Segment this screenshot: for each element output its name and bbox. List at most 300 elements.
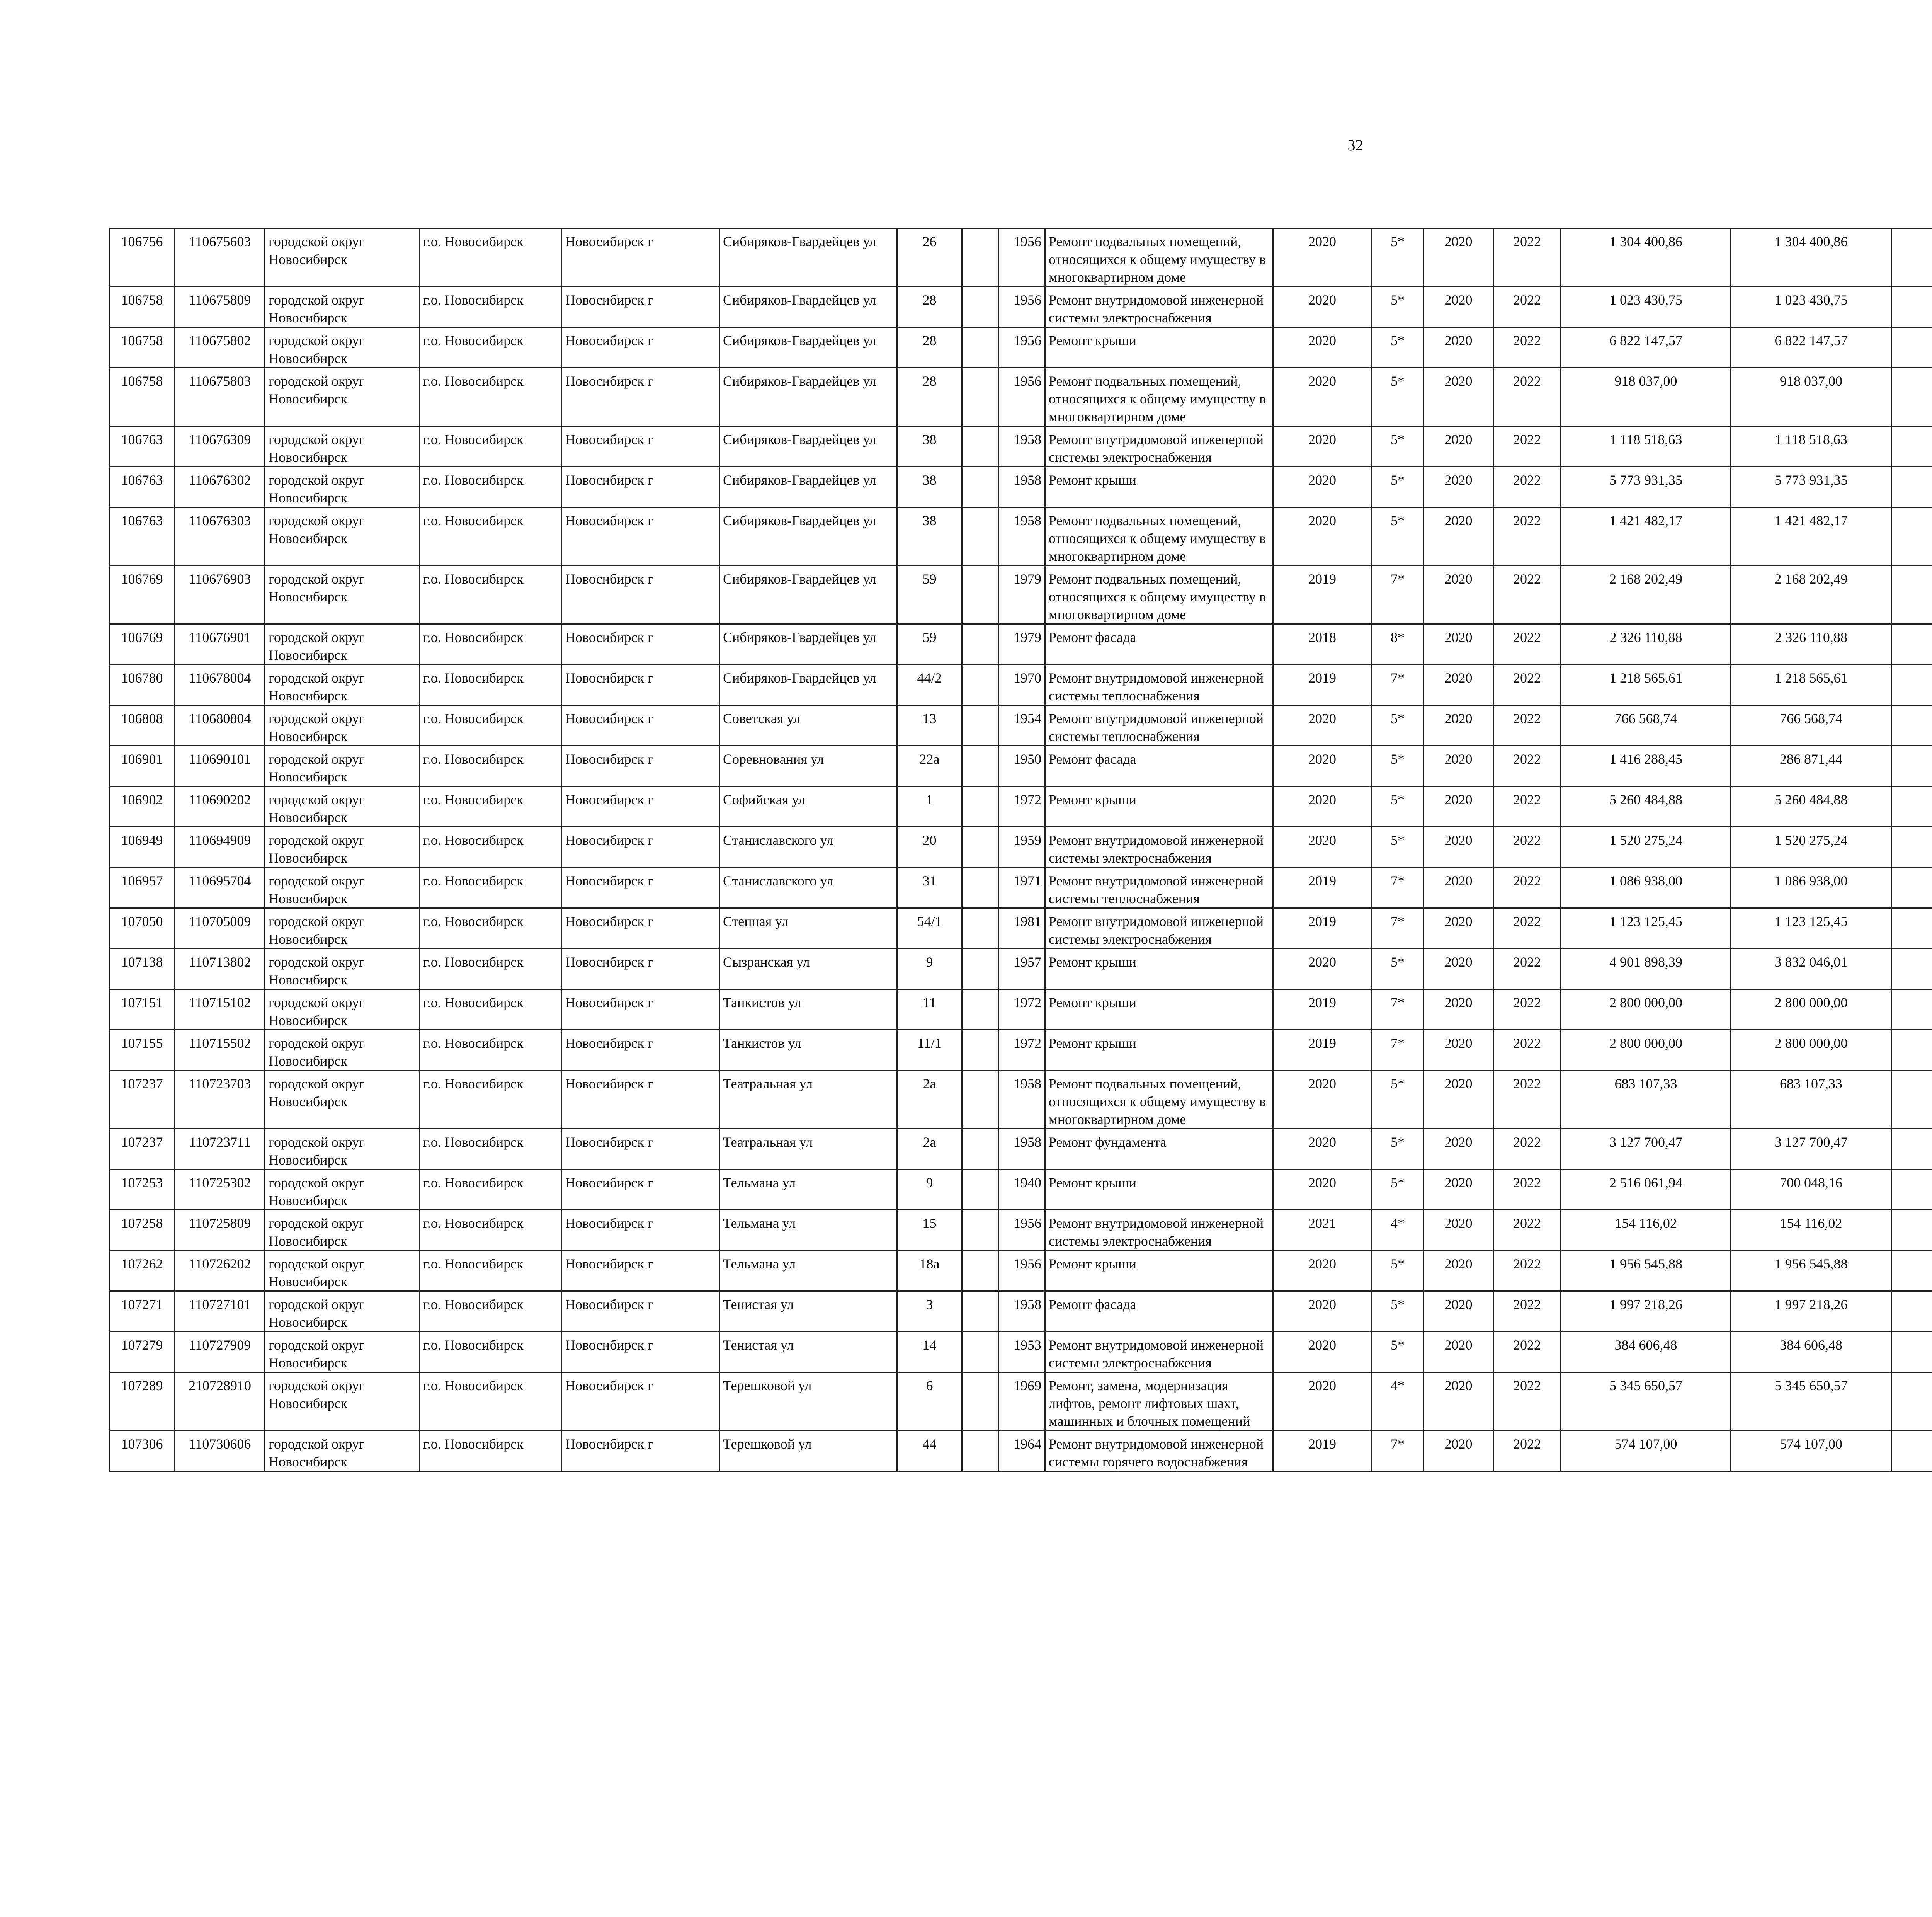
cell-build-year: 1958	[999, 467, 1045, 507]
cell-fund-amount: 1 218 565,61	[1731, 665, 1891, 705]
cell-street: Сибиряков-Гвардейцев ул	[719, 507, 897, 566]
cell-build-year: 1971	[999, 868, 1045, 908]
cell-okrug: городской округ Новосибирск	[265, 1030, 420, 1071]
cell-house-number: 1	[897, 787, 962, 827]
cell-record-id: 107306	[109, 1431, 175, 1471]
cell-street: Сибиряков-Гвардейцев ул	[719, 467, 897, 507]
cell-okrug: городской округ Новосибирск	[265, 566, 420, 624]
cell-plan-year: 2019	[1273, 1030, 1372, 1071]
cell-city-district: г.о. Новосибирск	[420, 1251, 562, 1291]
cell-house-number: 28	[897, 287, 962, 327]
cell-record-id: 106902	[109, 787, 175, 827]
cell-end-year: 2022	[1493, 1210, 1561, 1251]
cell-house-number: 38	[897, 467, 962, 507]
cell-city: Новосибирск г	[562, 665, 719, 705]
cell-record-id: 106758	[109, 287, 175, 327]
cell-record-id: 106901	[109, 746, 175, 787]
cell-city-district: г.о. Новосибирск	[420, 868, 562, 908]
cell-plan-year: 2021	[1273, 1210, 1372, 1251]
cell-building	[962, 908, 999, 949]
cell-okrug: городской округ Новосибирск	[265, 287, 420, 327]
cell-object-code: 110730606	[175, 1431, 265, 1471]
cell-mark: 5*	[1372, 746, 1424, 787]
cell-plan-year: 2020	[1273, 746, 1372, 787]
cell-street: Сибиряков-Гвардейцев ул	[719, 228, 897, 287]
cell-amount-a	[1891, 746, 1932, 787]
cell-build-year: 1940	[999, 1170, 1045, 1210]
cell-start-year: 2020	[1424, 1129, 1493, 1170]
cell-city-district: г.о. Новосибирск	[420, 908, 562, 949]
cell-amount-a	[1891, 228, 1932, 287]
cell-total-cost: 1 416 288,45	[1561, 746, 1731, 787]
cell-work-type: Ремонт крыши	[1045, 467, 1273, 507]
cell-record-id: 106763	[109, 426, 175, 467]
cell-amount-a	[1891, 868, 1932, 908]
cell-mark: 7*	[1372, 989, 1424, 1030]
table-row	[109, 228, 1932, 287]
cell-okrug: городской округ Новосибирск	[265, 1332, 420, 1372]
cell-work-type: Ремонт внутридомовой инженерной системы электроснабжения	[1045, 827, 1273, 868]
cell-city: Новосибирск г	[562, 287, 719, 327]
cell-plan-year: 2019	[1273, 908, 1372, 949]
cell-okrug: городской округ Новосибирск	[265, 949, 420, 989]
cell-amount-a	[1891, 1332, 1932, 1372]
cell-work-type: Ремонт подвальных помещений, относящихся к общему имуществу в многоквартирном доме	[1045, 228, 1273, 287]
cell-okrug: городской округ Новосибирск	[265, 1251, 420, 1291]
cell-record-id: 107237	[109, 1129, 175, 1170]
cell-mark: 5*	[1372, 1071, 1424, 1129]
cell-mark: 7*	[1372, 665, 1424, 705]
cell-fund-amount: 574 107,00	[1731, 1431, 1891, 1471]
cell-build-year: 1981	[999, 908, 1045, 949]
cell-house-number: 54/1	[897, 908, 962, 949]
cell-street: Тельмана ул	[719, 1170, 897, 1210]
cell-work-type: Ремонт, замена, модернизация лифтов, ремонт лифтовых шахт, машинных и блочных помещений	[1045, 1372, 1273, 1431]
cell-street: Сибиряков-Гвардейцев ул	[719, 368, 897, 426]
table-row	[109, 1372, 1932, 1431]
cell-street: Соревнования ул	[719, 746, 897, 787]
cell-object-code: 110715102	[175, 989, 265, 1030]
cell-street: Сибиряков-Гвардейцев ул	[719, 287, 897, 327]
cell-fund-amount: 5 260 484,88	[1731, 787, 1891, 827]
cell-start-year: 2020	[1424, 746, 1493, 787]
cell-fund-amount: 1 304 400,86	[1731, 228, 1891, 287]
cell-street: Степная ул	[719, 908, 897, 949]
cell-building	[962, 949, 999, 989]
registry-table	[109, 228, 1932, 1472]
cell-plan-year: 2020	[1273, 467, 1372, 507]
cell-street: Театральная ул	[719, 1071, 897, 1129]
cell-work-type: Ремонт фасада	[1045, 624, 1273, 665]
cell-plan-year: 2018	[1273, 624, 1372, 665]
table-row	[109, 624, 1932, 665]
cell-okrug: городской округ Новосибирск	[265, 624, 420, 665]
cell-building	[962, 1251, 999, 1291]
cell-fund-amount: 384 606,48	[1731, 1332, 1891, 1372]
cell-street: Танкистов ул	[719, 989, 897, 1030]
cell-start-year: 2020	[1424, 1291, 1493, 1332]
cell-work-type: Ремонт крыши	[1045, 989, 1273, 1030]
cell-amount-a	[1891, 287, 1932, 327]
cell-plan-year: 2020	[1273, 827, 1372, 868]
cell-build-year: 1970	[999, 665, 1045, 705]
cell-start-year: 2020	[1424, 705, 1493, 746]
cell-total-cost: 766 568,74	[1561, 705, 1731, 746]
cell-object-code: 110675809	[175, 287, 265, 327]
cell-okrug: городской округ Новосибирск	[265, 827, 420, 868]
cell-record-id: 106756	[109, 228, 175, 287]
cell-plan-year: 2020	[1273, 1332, 1372, 1372]
cell-work-type: Ремонт крыши	[1045, 787, 1273, 827]
cell-amount-a	[1891, 368, 1932, 426]
cell-total-cost: 5 773 931,35	[1561, 467, 1731, 507]
cell-mark: 7*	[1372, 868, 1424, 908]
cell-city: Новосибирск г	[562, 624, 719, 665]
cell-fund-amount: 1 086 938,00	[1731, 868, 1891, 908]
cell-building	[962, 1071, 999, 1129]
cell-object-code: 110676309	[175, 426, 265, 467]
cell-mark: 7*	[1372, 566, 1424, 624]
cell-record-id: 107262	[109, 1251, 175, 1291]
cell-plan-year: 2020	[1273, 228, 1372, 287]
cell-okrug: городской округ Новосибирск	[265, 1071, 420, 1129]
cell-okrug: городской округ Новосибирск	[265, 327, 420, 368]
cell-object-code: 110676302	[175, 467, 265, 507]
cell-house-number: 31	[897, 868, 962, 908]
cell-total-cost: 1 304 400,86	[1561, 228, 1731, 287]
cell-street: Сызранская ул	[719, 949, 897, 989]
cell-start-year: 2020	[1424, 624, 1493, 665]
cell-amount-a	[1891, 989, 1932, 1030]
cell-city-district: г.о. Новосибирск	[420, 949, 562, 989]
cell-total-cost: 1 218 565,61	[1561, 665, 1731, 705]
cell-start-year: 2020	[1424, 426, 1493, 467]
cell-object-code: 110713802	[175, 949, 265, 989]
cell-okrug: городской округ Новосибирск	[265, 665, 420, 705]
cell-record-id: 107151	[109, 989, 175, 1030]
cell-work-type: Ремонт фасада	[1045, 746, 1273, 787]
cell-house-number: 14	[897, 1332, 962, 1372]
cell-record-id: 107050	[109, 908, 175, 949]
cell-start-year: 2020	[1424, 665, 1493, 705]
cell-build-year: 1972	[999, 787, 1045, 827]
cell-building	[962, 1129, 999, 1170]
cell-amount-a	[1891, 705, 1932, 746]
table-row	[109, 1251, 1932, 1291]
cell-mark: 5*	[1372, 228, 1424, 287]
cell-total-cost: 5 260 484,88	[1561, 787, 1731, 827]
cell-plan-year: 2020	[1273, 1251, 1372, 1291]
cell-city-district: г.о. Новосибирск	[420, 566, 562, 624]
cell-work-type: Ремонт подвальных помещений, относящихся к общему имуществу в многоквартирном доме	[1045, 566, 1273, 624]
cell-mark: 7*	[1372, 1030, 1424, 1071]
cell-city-district: г.о. Новосибирск	[420, 624, 562, 665]
cell-mark: 7*	[1372, 908, 1424, 949]
cell-plan-year: 2019	[1273, 665, 1372, 705]
cell-street: Сибиряков-Гвардейцев ул	[719, 624, 897, 665]
cell-record-id: 107258	[109, 1210, 175, 1251]
cell-city-district: г.о. Новосибирск	[420, 507, 562, 566]
cell-amount-a	[1891, 1170, 1932, 1210]
cell-record-id: 106758	[109, 327, 175, 368]
cell-record-id: 106780	[109, 665, 175, 705]
cell-city: Новосибирск г	[562, 228, 719, 287]
cell-building	[962, 746, 999, 787]
cell-building	[962, 507, 999, 566]
cell-okrug: городской округ Новосибирск	[265, 868, 420, 908]
cell-mark: 5*	[1372, 1332, 1424, 1372]
table-row	[109, 827, 1932, 868]
table-row	[109, 1431, 1932, 1471]
cell-total-cost: 5 345 650,57	[1561, 1372, 1731, 1431]
cell-building	[962, 665, 999, 705]
cell-end-year: 2022	[1493, 868, 1561, 908]
cell-city-district: г.о. Новосибирск	[420, 1372, 562, 1431]
cell-record-id: 106769	[109, 566, 175, 624]
cell-city: Новосибирск г	[562, 827, 719, 868]
cell-work-type: Ремонт внутридомовой инженерной системы электроснабжения	[1045, 1210, 1273, 1251]
cell-amount-a	[1891, 787, 1932, 827]
cell-city: Новосибирск г	[562, 1170, 719, 1210]
cell-plan-year: 2020	[1273, 1291, 1372, 1332]
cell-okrug: городской округ Новосибирск	[265, 908, 420, 949]
cell-city-district: г.о. Новосибирск	[420, 426, 562, 467]
cell-build-year: 1958	[999, 1291, 1045, 1332]
cell-city-district: г.о. Новосибирск	[420, 787, 562, 827]
table-row	[109, 665, 1932, 705]
cell-city: Новосибирск г	[562, 868, 719, 908]
cell-mark: 5*	[1372, 327, 1424, 368]
page-number: 32	[1347, 136, 1363, 154]
cell-mark: 5*	[1372, 368, 1424, 426]
cell-end-year: 2022	[1493, 1170, 1561, 1210]
cell-amount-a	[1891, 1291, 1932, 1332]
table-row	[109, 1170, 1932, 1210]
cell-start-year: 2020	[1424, 1332, 1493, 1372]
cell-plan-year: 2020	[1273, 705, 1372, 746]
cell-house-number: 44/2	[897, 665, 962, 705]
cell-okrug: городской округ Новосибирск	[265, 705, 420, 746]
cell-fund-amount: 1 123 125,45	[1731, 908, 1891, 949]
cell-street: Сибиряков-Гвардейцев ул	[719, 327, 897, 368]
cell-start-year: 2020	[1424, 827, 1493, 868]
cell-total-cost: 1 956 545,88	[1561, 1251, 1731, 1291]
cell-start-year: 2020	[1424, 327, 1493, 368]
cell-house-number: 11/1	[897, 1030, 962, 1071]
cell-okrug: городской округ Новосибирск	[265, 1170, 420, 1210]
cell-building	[962, 624, 999, 665]
cell-city-district: г.о. Новосибирск	[420, 1291, 562, 1332]
table-row	[109, 566, 1932, 624]
cell-city: Новосибирск г	[562, 1030, 719, 1071]
cell-object-code: 110723711	[175, 1129, 265, 1170]
cell-plan-year: 2019	[1273, 989, 1372, 1030]
cell-city: Новосибирск г	[562, 1332, 719, 1372]
cell-okrug: городской округ Новосибирск	[265, 1372, 420, 1431]
cell-start-year: 2020	[1424, 1170, 1493, 1210]
cell-work-type: Ремонт внутридомовой инженерной системы теплоснабжения	[1045, 705, 1273, 746]
cell-object-code: 110675803	[175, 368, 265, 426]
cell-city-district: г.о. Новосибирск	[420, 368, 562, 426]
cell-record-id: 106957	[109, 868, 175, 908]
cell-work-type: Ремонт подвальных помещений, относящихся к общему имуществу в многоквартирном доме	[1045, 1071, 1273, 1129]
cell-building	[962, 228, 999, 287]
cell-start-year: 2020	[1424, 787, 1493, 827]
cell-work-type: Ремонт внутридомовой инженерной системы электроснабжения	[1045, 426, 1273, 467]
table-row	[109, 507, 1932, 566]
cell-build-year: 1956	[999, 228, 1045, 287]
cell-record-id: 107237	[109, 1071, 175, 1129]
cell-start-year: 2020	[1424, 467, 1493, 507]
cell-street: Тенистая ул	[719, 1332, 897, 1372]
cell-end-year: 2022	[1493, 787, 1561, 827]
cell-city-district: г.о. Новосибирск	[420, 1071, 562, 1129]
cell-start-year: 2020	[1424, 1431, 1493, 1471]
cell-city: Новосибирск г	[562, 507, 719, 566]
cell-build-year: 1956	[999, 1210, 1045, 1251]
cell-building	[962, 1431, 999, 1471]
cell-end-year: 2022	[1493, 467, 1561, 507]
cell-fund-amount: 2 800 000,00	[1731, 989, 1891, 1030]
cell-street: Софийская ул	[719, 787, 897, 827]
cell-plan-year: 2020	[1273, 1170, 1372, 1210]
cell-fund-amount: 5 773 931,35	[1731, 467, 1891, 507]
cell-build-year: 1972	[999, 989, 1045, 1030]
cell-record-id: 106808	[109, 705, 175, 746]
cell-end-year: 2022	[1493, 827, 1561, 868]
cell-mark: 7*	[1372, 1431, 1424, 1471]
cell-object-code: 110715502	[175, 1030, 265, 1071]
cell-start-year: 2020	[1424, 1251, 1493, 1291]
cell-object-code: 110705009	[175, 908, 265, 949]
cell-house-number: 28	[897, 368, 962, 426]
cell-okrug: городской округ Новосибирск	[265, 787, 420, 827]
table-row	[109, 908, 1932, 949]
cell-street: Терешковой ул	[719, 1372, 897, 1431]
cell-plan-year: 2020	[1273, 327, 1372, 368]
cell-fund-amount: 1 956 545,88	[1731, 1251, 1891, 1291]
table-row	[109, 1030, 1932, 1071]
cell-total-cost: 1 123 125,45	[1561, 908, 1731, 949]
cell-plan-year: 2019	[1273, 566, 1372, 624]
cell-record-id: 107271	[109, 1291, 175, 1332]
cell-fund-amount: 700 048,16	[1731, 1170, 1891, 1210]
cell-end-year: 2022	[1493, 746, 1561, 787]
cell-total-cost: 6 822 147,57	[1561, 327, 1731, 368]
table-row	[109, 1291, 1932, 1332]
cell-mark: 5*	[1372, 949, 1424, 989]
cell-amount-a	[1891, 1431, 1932, 1471]
table-row	[109, 705, 1932, 746]
cell-amount-a	[1891, 507, 1932, 566]
cell-street: Сибиряков-Гвардейцев ул	[719, 566, 897, 624]
cell-start-year: 2020	[1424, 1071, 1493, 1129]
cell-build-year: 1958	[999, 1129, 1045, 1170]
cell-build-year: 1954	[999, 705, 1045, 746]
cell-object-code: 110676303	[175, 507, 265, 566]
cell-total-cost: 4 901 898,39	[1561, 949, 1731, 989]
cell-mark: 5*	[1372, 426, 1424, 467]
table-row	[109, 287, 1932, 327]
cell-end-year: 2022	[1493, 1251, 1561, 1291]
cell-building	[962, 426, 999, 467]
cell-city: Новосибирск г	[562, 989, 719, 1030]
cell-start-year: 2020	[1424, 1030, 1493, 1071]
cell-city-district: г.о. Новосибирск	[420, 1332, 562, 1372]
cell-total-cost: 574 107,00	[1561, 1431, 1731, 1471]
cell-city: Новосибирск г	[562, 705, 719, 746]
cell-house-number: 38	[897, 507, 962, 566]
cell-build-year: 1956	[999, 1251, 1045, 1291]
cell-record-id: 106949	[109, 827, 175, 868]
cell-street: Тельмана ул	[719, 1210, 897, 1251]
cell-end-year: 2022	[1493, 1291, 1561, 1332]
cell-city-district: г.о. Новосибирск	[420, 1129, 562, 1170]
cell-object-code: 110726202	[175, 1251, 265, 1291]
cell-mark: 5*	[1372, 507, 1424, 566]
cell-build-year: 1956	[999, 368, 1045, 426]
cell-end-year: 2022	[1493, 949, 1561, 989]
cell-start-year: 2020	[1424, 507, 1493, 566]
cell-amount-a	[1891, 1030, 1932, 1071]
cell-mark: 5*	[1372, 827, 1424, 868]
cell-work-type: Ремонт внутридомовой инженерной системы электроснабжения	[1045, 908, 1273, 949]
cell-amount-a	[1891, 1071, 1932, 1129]
cell-mark: 5*	[1372, 1170, 1424, 1210]
cell-fund-amount: 3 832 046,01	[1731, 949, 1891, 989]
table-row	[109, 1210, 1932, 1251]
cell-okrug: городской округ Новосибирск	[265, 1431, 420, 1471]
cell-build-year: 1958	[999, 426, 1045, 467]
cell-amount-a	[1891, 665, 1932, 705]
cell-mark: 5*	[1372, 1129, 1424, 1170]
cell-mark: 5*	[1372, 787, 1424, 827]
cell-fund-amount: 2 168 202,49	[1731, 566, 1891, 624]
cell-fund-amount: 1 421 482,17	[1731, 507, 1891, 566]
cell-record-id: 107138	[109, 949, 175, 989]
cell-city-district: г.о. Новосибирск	[420, 467, 562, 507]
cell-amount-a	[1891, 467, 1932, 507]
cell-house-number: 9	[897, 949, 962, 989]
cell-city-district: г.о. Новосибирск	[420, 705, 562, 746]
cell-building	[962, 1332, 999, 1372]
cell-building	[962, 787, 999, 827]
cell-work-type: Ремонт внутридомовой инженерной системы теплоснабжения	[1045, 665, 1273, 705]
table-row	[109, 868, 1932, 908]
cell-city-district: г.о. Новосибирск	[420, 1170, 562, 1210]
table-row	[109, 1129, 1932, 1170]
cell-building	[962, 287, 999, 327]
cell-plan-year: 2019	[1273, 1431, 1372, 1471]
cell-start-year: 2020	[1424, 989, 1493, 1030]
cell-okrug: городской округ Новосибирск	[265, 746, 420, 787]
cell-total-cost: 1 118 518,63	[1561, 426, 1731, 467]
cell-fund-amount: 154 116,02	[1731, 1210, 1891, 1251]
cell-object-code: 110680804	[175, 705, 265, 746]
cell-amount-a	[1891, 624, 1932, 665]
cell-work-type: Ремонт крыши	[1045, 1251, 1273, 1291]
cell-house-number: 26	[897, 228, 962, 287]
cell-city-district: г.о. Новосибирск	[420, 746, 562, 787]
cell-record-id: 107155	[109, 1030, 175, 1071]
cell-amount-a	[1891, 827, 1932, 868]
cell-plan-year: 2020	[1273, 1372, 1372, 1431]
cell-object-code: 110725302	[175, 1170, 265, 1210]
cell-city-district: г.о. Новосибирск	[420, 665, 562, 705]
cell-city-district: г.о. Новосибирск	[420, 989, 562, 1030]
cell-city: Новосибирск г	[562, 1210, 719, 1251]
cell-building	[962, 1210, 999, 1251]
